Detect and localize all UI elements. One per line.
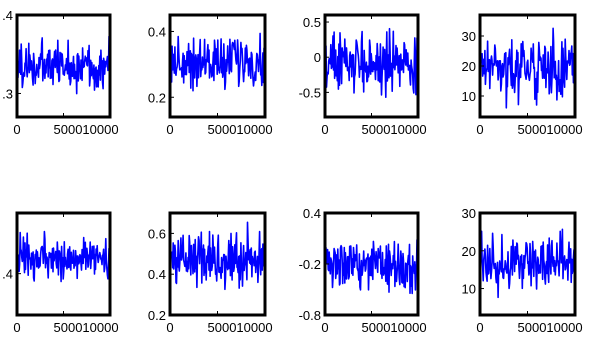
subplot-8 xyxy=(462,206,583,335)
x-tick-label: 500010000 xyxy=(53,122,119,137)
y-tick-label: 30 xyxy=(461,206,476,221)
x-tick-label: 0 xyxy=(321,320,329,335)
y-tick-label: 0.5 xyxy=(302,15,321,31)
x-tick-label: 0 xyxy=(13,122,21,137)
x-tick-label: 500010000 xyxy=(517,320,583,335)
y-tick-label: .4 xyxy=(2,266,13,282)
y-tick-label: 30 xyxy=(461,29,476,44)
y-tick-label: 0.4 xyxy=(147,24,166,40)
y-tick-label: .4 xyxy=(2,8,13,23)
trace-line xyxy=(481,229,574,297)
y-tick-label: 20 xyxy=(461,59,476,74)
trace-line xyxy=(171,222,264,289)
x-tick-label: 0 xyxy=(166,320,174,335)
x-tick-label: 500010000 xyxy=(361,320,427,335)
y-tick-label: -0.2 xyxy=(298,257,321,272)
y-tick-label: -0.8 xyxy=(298,308,321,323)
x-tick-label: 0 xyxy=(166,122,174,137)
subplot-1 xyxy=(2,8,118,137)
y-tick-label: 0.6 xyxy=(147,226,166,242)
y-tick-label: 0.2 xyxy=(147,308,166,323)
subplot-7 xyxy=(299,206,427,335)
x-tick-label: 0 xyxy=(476,122,484,137)
subplot-2 xyxy=(148,15,273,137)
x-tick-label: 500010000 xyxy=(207,320,273,335)
trace-line xyxy=(18,232,109,282)
y-tick-label: 0 xyxy=(313,50,321,66)
x-tick-label: 0 xyxy=(13,320,21,335)
y-tick-label: 20 xyxy=(461,243,476,259)
trace-line xyxy=(481,28,574,108)
subplot-3 xyxy=(299,15,427,137)
y-tick-label: 0.4 xyxy=(147,267,166,283)
x-tick-label: 500010000 xyxy=(53,320,119,335)
subplot-5 xyxy=(2,213,118,335)
trace-line xyxy=(326,29,417,98)
x-tick-label: 500010000 xyxy=(207,122,273,137)
y-tick-label: 0.4 xyxy=(302,206,321,221)
subplot-6 xyxy=(148,213,273,335)
trace-line xyxy=(171,33,264,90)
y-tick-label: .3 xyxy=(2,86,13,102)
trace-line xyxy=(18,36,109,94)
y-tick-label: 0.2 xyxy=(147,90,166,106)
x-tick-label: 0 xyxy=(321,122,329,137)
x-tick-label: 500010000 xyxy=(517,122,583,137)
trace-line xyxy=(326,240,417,294)
subplot-4 xyxy=(462,15,583,137)
y-tick-label: 10 xyxy=(461,89,476,104)
x-tick-label: 0 xyxy=(476,320,484,335)
y-tick-label: -0.5 xyxy=(298,85,321,101)
y-tick-label: 10 xyxy=(461,281,476,297)
x-tick-label: 500010000 xyxy=(361,122,427,137)
